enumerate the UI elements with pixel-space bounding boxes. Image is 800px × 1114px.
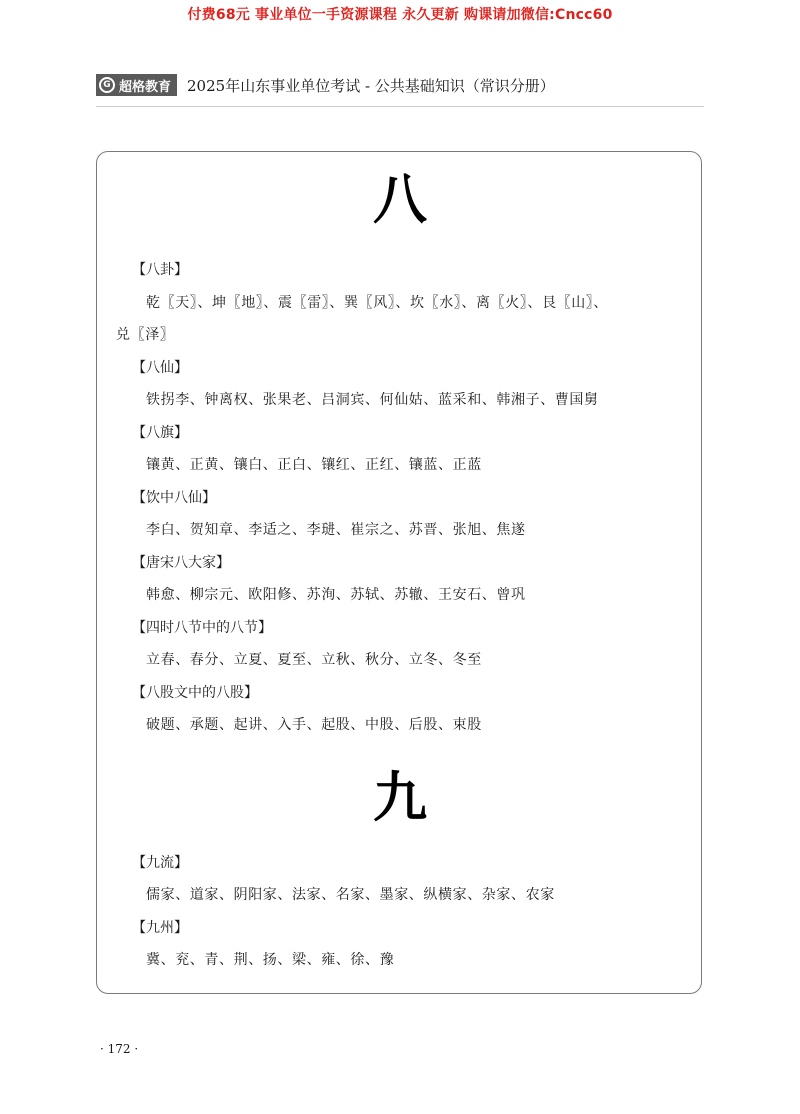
section-line: 李白、贺知章、李适之、李琎、崔宗之、苏晋、张旭、焦遂: [146, 522, 526, 538]
section-line: 儒家、道家、阴阳家、法家、名家、墨家、纵横家、杂家、农家: [146, 887, 555, 903]
section-line: 立春、春分、立夏、夏至、立秋、秋分、立冬、冬至: [146, 652, 482, 668]
document-title: 2025年山东事业单位考试 - 公共基础知识（常识分册）: [187, 76, 555, 95]
chapter-title: 八: [373, 167, 427, 231]
page-header: [96, 74, 555, 96]
section-line: 韩愈、柳宗元、欧阳修、苏洵、苏轼、苏辙、王安石、曾巩: [146, 587, 526, 603]
section-heading: 【八旗】: [132, 425, 188, 441]
section-line: 兑〖泽〗: [116, 327, 175, 343]
section-line: 乾〖天〗、坤〖地〗、震〖雷〗、巽〖风〗、坎〖水〗、离〖火〗、艮〖山〗、: [146, 295, 608, 311]
page-number: · 172 ·: [100, 1042, 139, 1056]
section-heading: 【八股文中的八股】: [132, 685, 258, 701]
header-divider: [96, 106, 704, 107]
logo-mark-icon: G: [99, 77, 115, 93]
section-line: 冀、兖、青、荆、扬、梁、雍、徐、豫: [146, 952, 395, 968]
section-line: 铁拐李、钟离权、张果老、吕洞宾、何仙姑、蓝采和、韩湘子、曹国舅: [146, 392, 599, 408]
section-heading: 【饮中八仙】: [132, 490, 216, 506]
section-heading: 【四时八节中的八节】: [132, 620, 272, 636]
section-heading: 【九流】: [132, 855, 188, 871]
top-banner: 付费68元 事业单位一手资源课程 永久更新 购课请加微信:Cncc60: [187, 7, 613, 23]
section-heading: 【唐宋八大家】: [132, 555, 230, 571]
section-heading: 【九州】: [132, 920, 188, 936]
section-line: 镶黄、正黄、镶白、正白、镶红、正红、镶蓝、正蓝: [146, 457, 482, 473]
section-heading: 【八仙】: [132, 360, 188, 376]
chapter-title: 九: [373, 765, 427, 829]
section-line: 破题、承题、起讲、入手、起股、中股、后股、束股: [146, 717, 482, 733]
section-heading: 【八卦】: [132, 262, 188, 278]
logo-text: 超格教育: [119, 79, 172, 95]
brand-logo: [96, 74, 177, 96]
